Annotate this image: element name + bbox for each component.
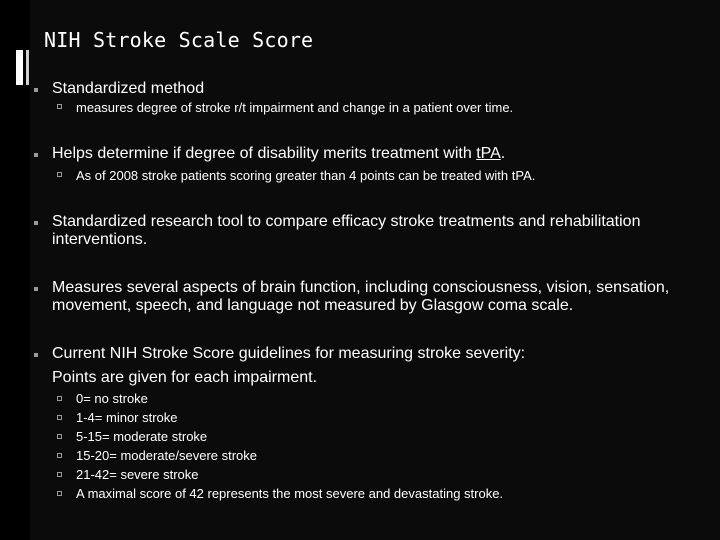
sub-bullet-icon — [57, 172, 62, 177]
bullet-icon — [34, 153, 38, 157]
sub-bullet-as-of-2008: As of 2008 stroke patients scoring greater than 4 points can be treated with tPA. — [76, 168, 536, 183]
bullet-icon — [34, 221, 38, 225]
tpa-link[interactable]: tPA — [476, 145, 501, 162]
sub-bullet-icon — [57, 415, 62, 420]
bullet-standardized-method: Standardized method — [52, 80, 205, 97]
sub-bullet-icon — [57, 491, 62, 496]
bullet-current-guidelines: Current NIH Stroke Score guidelines for measuring stroke severity: — [52, 345, 526, 362]
bullet-helps-determine-text: Helps determine if degree of disability merits treatment with — [52, 145, 477, 162]
bullet-icon — [34, 353, 38, 357]
bullet-research-tool-cont: interventions. — [52, 231, 148, 248]
sub-bullet-icon — [57, 434, 62, 439]
sub-bullet-icon — [57, 396, 62, 401]
bullet-measures-aspects-cont: movement, speech, and language not measured by Glasgow coma scale. — [52, 297, 574, 314]
decorative-bar — [16, 50, 23, 85]
bullet-helps-determine — [52, 145, 505, 163]
bullet-measures-aspects: Measures several aspects of brain function, including consciousness, vision, sensation, — [52, 279, 670, 296]
bullet-research-tool: Standardized research tool to compare efficacy stroke treatments and rehabilitation — [52, 213, 641, 230]
bullet-icon — [34, 88, 38, 92]
score-range-0: 0= no stroke — [76, 391, 148, 406]
sub-bullet-icon — [57, 453, 62, 458]
sub-bullet-icon — [57, 472, 62, 477]
score-range-15-20: 15-20= moderate/severe stroke — [76, 448, 258, 463]
score-maximal: A maximal score of 42 represents the most severe and devastating stroke. — [76, 486, 504, 501]
score-range-21-42: 21-42= severe stroke — [76, 467, 199, 482]
bullet-period: . — [500, 145, 506, 162]
sub-bullet-icon — [57, 104, 62, 109]
score-range-1-4: 1-4= minor stroke — [76, 410, 178, 425]
bullet-icon — [34, 287, 38, 291]
slide-title: NIH Stroke Scale Score — [44, 28, 314, 52]
decorative-bar-thin — [26, 50, 29, 85]
bullet-current-guidelines-cont: Points are given for each impairment. — [52, 369, 318, 386]
score-range-5-15: 5-15= moderate stroke — [76, 429, 208, 444]
sub-bullet-measures: measures degree of stroke r/t impairment and change in a patient over time. — [76, 100, 514, 115]
